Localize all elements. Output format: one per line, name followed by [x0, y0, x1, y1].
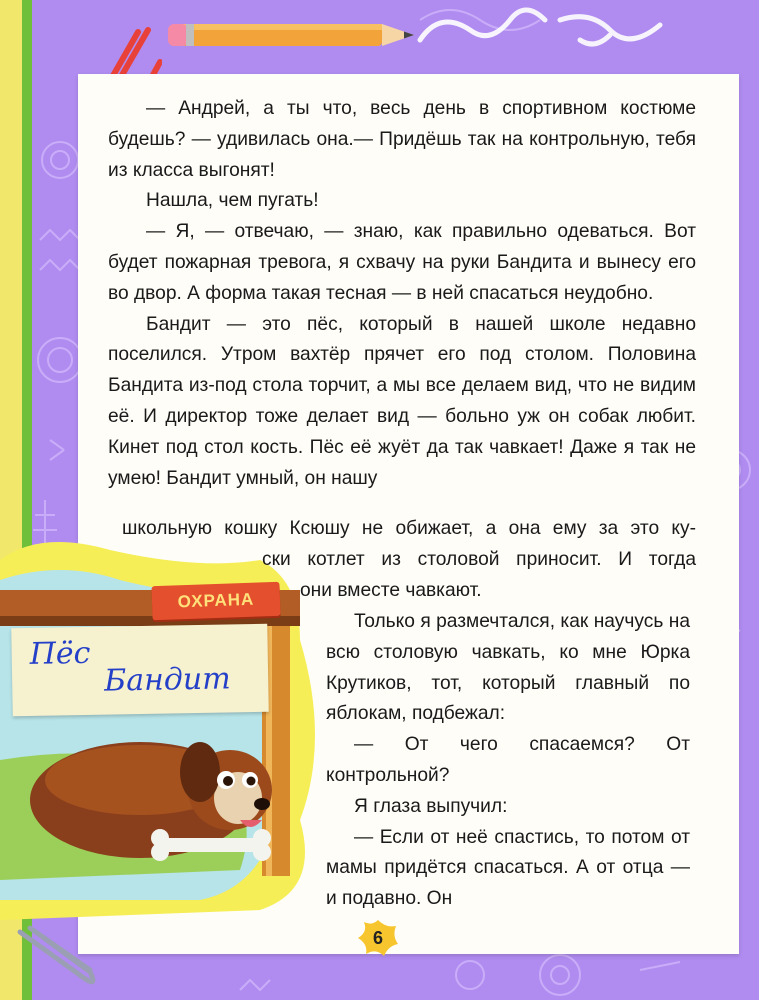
- paragraph: Нашла, чем пугать!: [146, 190, 319, 212]
- note-line2: Бандит: [103, 661, 231, 699]
- paragraph: — Я, — отвечаю, — знаю, как правильно одеваться. Вот будет пожарная тревога, я схвачу на руки Бандита и вынесу его во двор. А форма такая тесная — в ней спасаться неудобно.: [108, 221, 696, 304]
- line-kitty: школьную кошку Ксюшу не обижает, а она ему за это ку-: [122, 518, 696, 539]
- page-number-badge: [356, 918, 400, 958]
- note-line1: Пёс: [29, 635, 91, 672]
- paragraph: Я глаза выпучил:: [354, 795, 508, 817]
- dog-name-note: [11, 624, 268, 716]
- paragraph: — Если от неё спастись, то потом от мамы придётся спасаться. А от отца — и подавно. Он: [326, 826, 690, 910]
- pencil-icon: [168, 18, 428, 54]
- paragraph: — От чего спасаемся? От контрольной?: [326, 734, 690, 786]
- paragraph: Бандит — это пёс, который в нашей школе недавно поселился. Утром вахтёр прячет его под столом. Половина Бандита из-под стола торчит, а мы все делаем вид, что не видим её. И директор тоже делает вид — больно уж он собак любит. Кинет под стол кость. Пёс её жуёт да так чавкает! Даже я так не умею! Бандит умный, он нашу: [108, 313, 696, 489]
- paragraph: Только я размечтался, как научусь на всю столовую чавкать, ко мне Юрка Крутиков, тот, который главный по яблокам, подбежал:: [326, 611, 690, 725]
- line-cutlets: ски котлет из столовой приносит. И тогда: [262, 549, 696, 570]
- page-number: 6: [372, 927, 383, 948]
- line-together: они вместе чавкают.: [300, 580, 482, 601]
- guard-sign: ОХРАНА: [151, 582, 280, 620]
- paragraph: — Андрей, а ты что, весь день в спортивном костюме будешь? — удивилась она.— Придёшь так на контрольную, тебя из класса выгонят!: [108, 98, 696, 181]
- story-text-right: [326, 607, 690, 915]
- story-text-top: [108, 94, 696, 494]
